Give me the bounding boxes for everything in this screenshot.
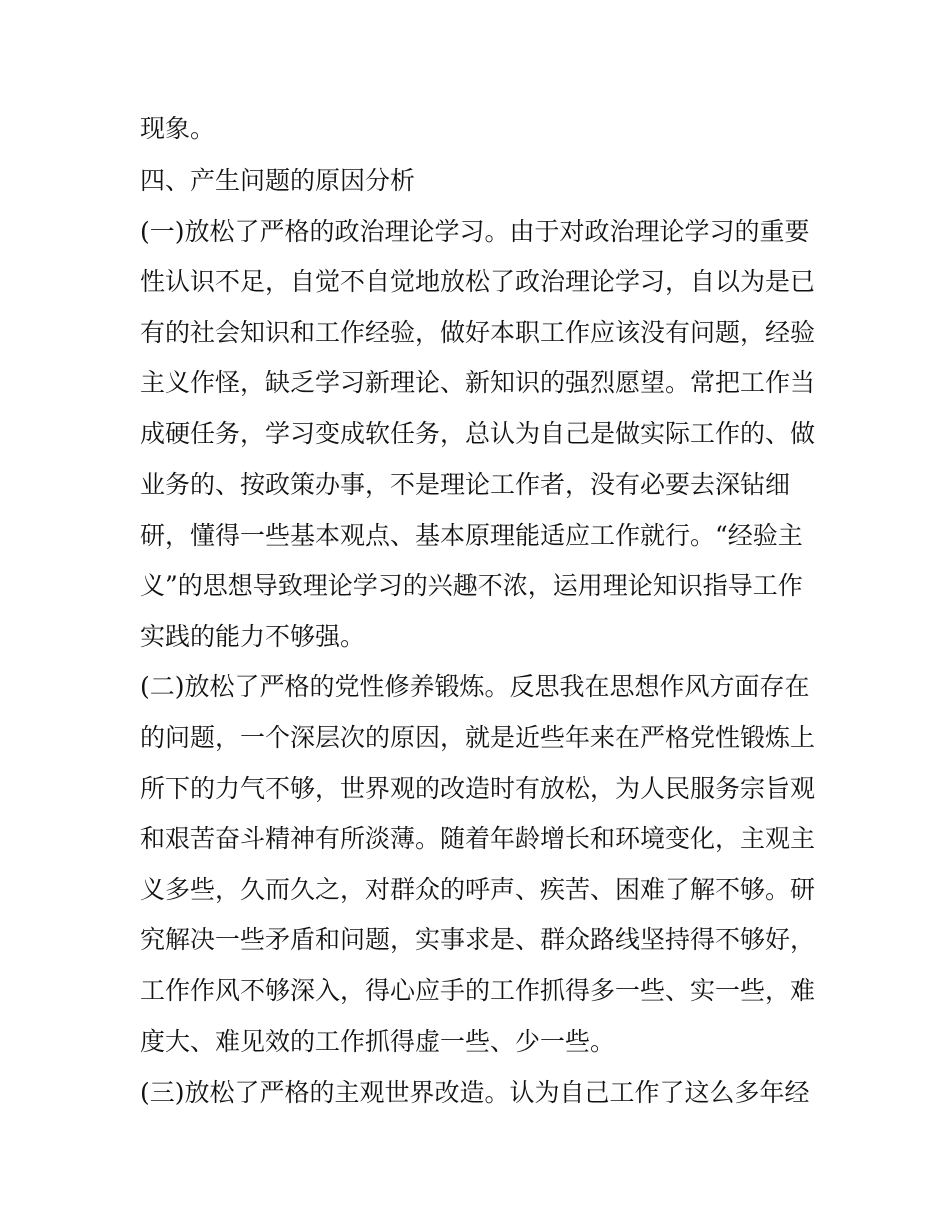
text-line: 所下的力气不够，世界观的改造时有放松，为人民服务宗旨观 xyxy=(140,774,816,803)
text-line: 义多些，久而久之，对群众的呼声、疾苦、困难了解不够。研 xyxy=(140,875,816,904)
text-line: 和艰苦奋斗精神有所淡薄。随着年龄增长和环境变化，主观主 xyxy=(140,824,816,853)
text-line: 现象。 xyxy=(140,114,216,143)
text-line: 业务的、按政策办事，不是理论工作者，没有必要去深钻细 xyxy=(140,470,791,499)
text-line: 实践的能力不够强。 xyxy=(140,622,366,651)
text-line: 研，懂得一些基本观点、基本原理能适应工作就行。“经验主 xyxy=(140,521,803,550)
text-line: (二)放松了严格的党性修养锻炼。反思我在思想作风方面存在 xyxy=(140,672,810,701)
text-line: 成硬任务，学习变成软任务，总认为自己是做实际工作的、做 xyxy=(140,419,816,448)
text-line: 的问题，一个深层次的原因，就是近些年来在严格党性锻炼上 xyxy=(140,723,816,752)
text-line: 度大、难见效的工作抓得虚一些、少一些。 xyxy=(140,1027,616,1056)
text-line: 工作作风不够深入，得心应手的工作抓得多一些、实一些，难 xyxy=(140,976,816,1005)
text-line: 性认识不足，自觉不自觉地放松了政治理论学习，自以为是已 xyxy=(140,267,816,296)
text-line: (三)放松了严格的主观世界改造。认为自己工作了这么多年经 xyxy=(140,1078,810,1107)
section-heading: 四、产生问题的原因分析 xyxy=(140,166,416,195)
text-line: 有的社会知识和工作经验，做好本职工作应该没有问题，经验 xyxy=(140,318,816,347)
text-line: 义”的思想导致理论学习的兴趣不浓，运用理论知识指导工作 xyxy=(140,571,803,600)
text-line: 主义作怪，缺乏学习新理论、新知识的强烈愿望。常把工作当 xyxy=(140,368,816,397)
text-line: (一)放松了严格的政治理论学习。由于对政治理论学习的重要 xyxy=(140,217,810,246)
text-line: 究解决一些矛盾和问题，实事求是、群众路线坚持得不够好， xyxy=(140,925,816,954)
